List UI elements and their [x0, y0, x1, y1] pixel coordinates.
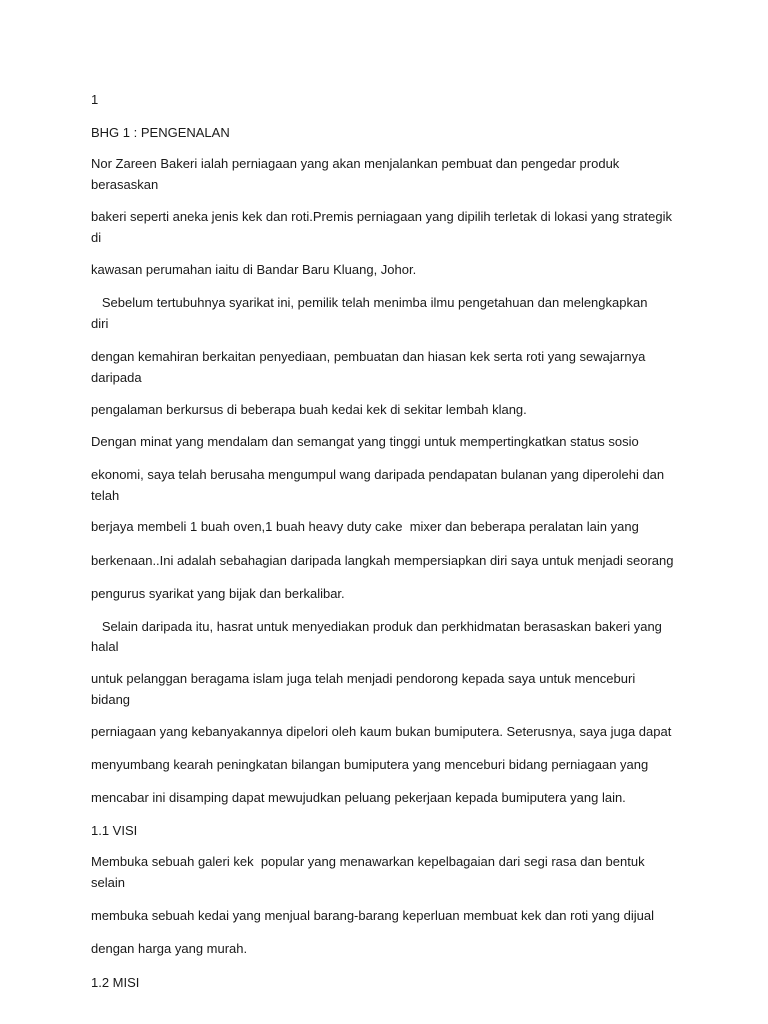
- text-line: mencabar ini disamping dapat mewujudkan peluang pekerjaan kepada bumiputera yang lain.: [91, 790, 626, 805]
- text-line: bakeri seperti aneka jenis kek dan roti.Premis perniagaan yang dipilih terletak di lokasi yang strategik: [91, 209, 672, 224]
- text-line: perniagaan yang kebanyakannya dipelori oleh kaum bukan bumiputera. Seterusnya, saya juga dapat: [91, 724, 672, 739]
- text-line: telah: [91, 488, 120, 503]
- text-line: Dengan minat yang mendalam dan semangat yang tinggi untuk mempertingkatkan status sosio: [91, 434, 639, 449]
- text-line: membuka sebuah kedai yang menjual barang-barang keperluan membuat kek dan roti yang dijual: [91, 908, 654, 923]
- text-line: berkenaan..Ini adalah sebahagian daripada langkah mempersiapkan diri saya untuk menjadi seorang: [91, 553, 674, 568]
- text-line: menyumbang kearah peningkatan bilangan bumiputera yang menceburi bidang perniagaan yang: [91, 757, 649, 772]
- text-line: daripada: [91, 370, 142, 385]
- page-number: 1: [91, 92, 99, 107]
- text-line: pengurus syarikat yang bijak dan berkalibar.: [91, 586, 345, 601]
- text-line: untuk pelanggan beragama islam juga telah menjadi pendorong kepada saya untuk menceburi: [91, 671, 636, 686]
- text-line: dengan kemahiran berkaitan penyediaan, pembuatan dan hiasan kek serta roti yang sewajarnya: [91, 349, 646, 364]
- text-line: halal: [91, 639, 119, 654]
- text-line: di: [91, 230, 102, 245]
- text-line: dengan harga yang murah.: [91, 941, 248, 956]
- section-heading: 1.1 VISI: [91, 823, 138, 838]
- section-heading: BHG 1 : PENGENALAN: [91, 125, 230, 140]
- text-line: Nor Zareen Bakeri ialah perniagaan yang akan menjalankan pembuat dan pengedar produk: [91, 156, 620, 171]
- text-line: diri: [91, 316, 109, 331]
- text-line: Membuka sebuah galeri kek popular yang menawarkan kepelbagaian dari segi rasa dan bentuk: [91, 854, 645, 869]
- text-line: pengalaman berkursus di beberapa buah kedai kek di sekitar lembah klang.: [91, 402, 527, 417]
- text-line: kawasan perumahan iaitu di Bandar Baru Kluang, Johor.: [91, 262, 417, 277]
- text-line: bidang: [91, 692, 131, 707]
- section-heading: 1.2 MISI: [91, 975, 140, 990]
- text-line: berjaya membeli 1 buah oven,1 buah heavy duty cake mixer dan beberapa peralatan lain yang: [91, 519, 639, 534]
- text-line: ekonomi, saya telah berusaha mengumpul wang daripada pendapatan bulanan yang diperolehi dan: [91, 467, 665, 482]
- text-line: Selain daripada itu, hasrat untuk menyediakan produk dan perkhidmatan berasaskan bakeri yang: [91, 619, 662, 634]
- text-line: selain: [91, 875, 125, 890]
- text-line: berasaskan: [91, 177, 159, 192]
- text-line: Sebelum tertubuhnya syarikat ini, pemilik telah menimba ilmu pengetahuan dan melengkapkan: [91, 295, 648, 310]
